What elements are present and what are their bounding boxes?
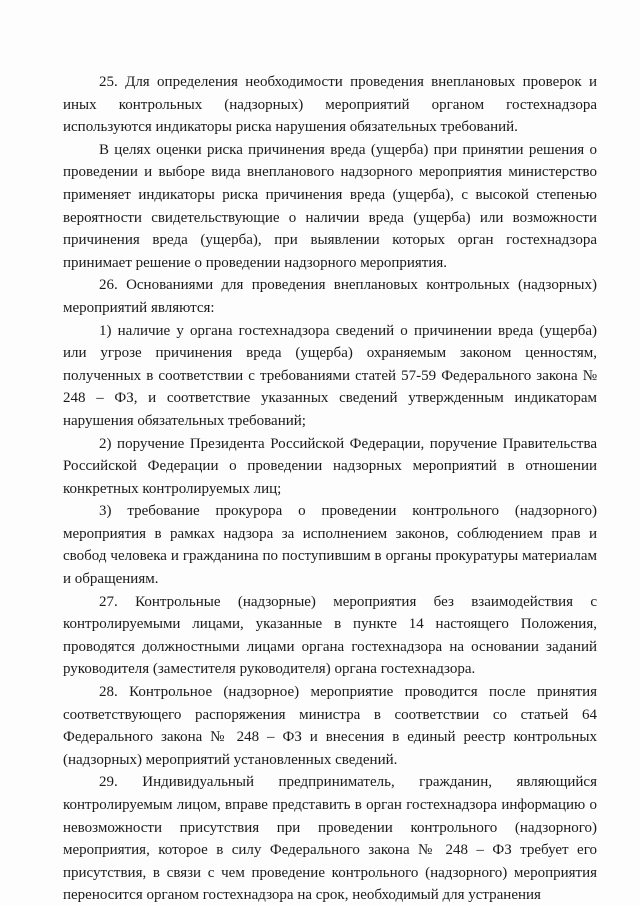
paragraph-25: 25. Для определения необходимости проведения внеплановых проверок и иных контрольных (надзорных) мероприятий органом гостехнадзора используются индикаторы риска нарушения обязательных требований. bbox=[63, 74, 597, 136]
paragraph-26: 26. Основаниями для проведения внеплановых контрольных (надзорных) мероприятий являются: bbox=[63, 277, 597, 316]
list-item-3: 3) требование прокурора о проведении контрольного (надзорного) мероприятия в рамках надзора за исполнением законов, соблюдением прав и свобод человека и гражданина по поступившим в органы прокуратуры материалам и обращениям. bbox=[63, 503, 597, 588]
paragraph-28: 28. Контрольное (надзорное) мероприятие проводится после принятия соответствующего распоряжения министра в соответствии со статьей 64 Федерального закона № 248 – ФЗ и внесения в единый реестр контрольных (надзорных) мероприятий установленных сведений. bbox=[63, 684, 597, 768]
paragraph-27: 27. Контрольные (надзорные) мероприятия без взаимодействия с контролируемыми лицами, указанные в пункте 14 настоящего Положения, проводятся должностными лицами органа гостехнадзора на основании заданий руководителя (заместителя руководителя) органа гостехнадзора. bbox=[63, 593, 597, 678]
paragraph-risk-assessment: В целях оценки риска причинения вреда (ущерба) при принятии решения о проведении и выборе вида внепланового надзорного мероприятия министерство применяет индикаторы риска причинения вреда (ущерба), с высокой степенью вероятности свидетельствующие о наличии вреда (ущерба) или возможности причинения вреда (ущерба), при выявлении которых орган гостехнадзора принимает решение о проведении надзорного мероприятия. bbox=[63, 141, 597, 271]
list-item-1: 1) наличие у органа гостехнадзора сведений о причинении вреда (ущерба) или угрозе причинения вреда (ущерба) охраняемым законом ценностям, полученных в соответствии с требованиями статей 57-59 Федерального закона № 248 – ФЗ, и соответствие указанных сведений утвержденным индикаторам нарушения обязательных требований; bbox=[63, 322, 597, 429]
paragraph-29: 29. Индивидуальный предприниматель, гражданин, являющийся контролируемым лицом, вправе представить в орган гостехнадзора информацию о невозможности присутствия при проведении контрольного (надзорного) мероприятия, которое в силу Федерального закона № 248 – ФЗ требует его присутствия, в связи с чем проведение контрольного (надзорного) мероприятия переносится органом гостехнадзора на срок, необходимый для устранения bbox=[63, 774, 597, 904]
list-item-2: 2) поручение Президента Российской Федерации, поручение Правительства Российской Федерации о проведении надзорных мероприятий в отношении конкретных контролируемых лиц; bbox=[63, 435, 597, 497]
document-body bbox=[63, 71, 597, 907]
